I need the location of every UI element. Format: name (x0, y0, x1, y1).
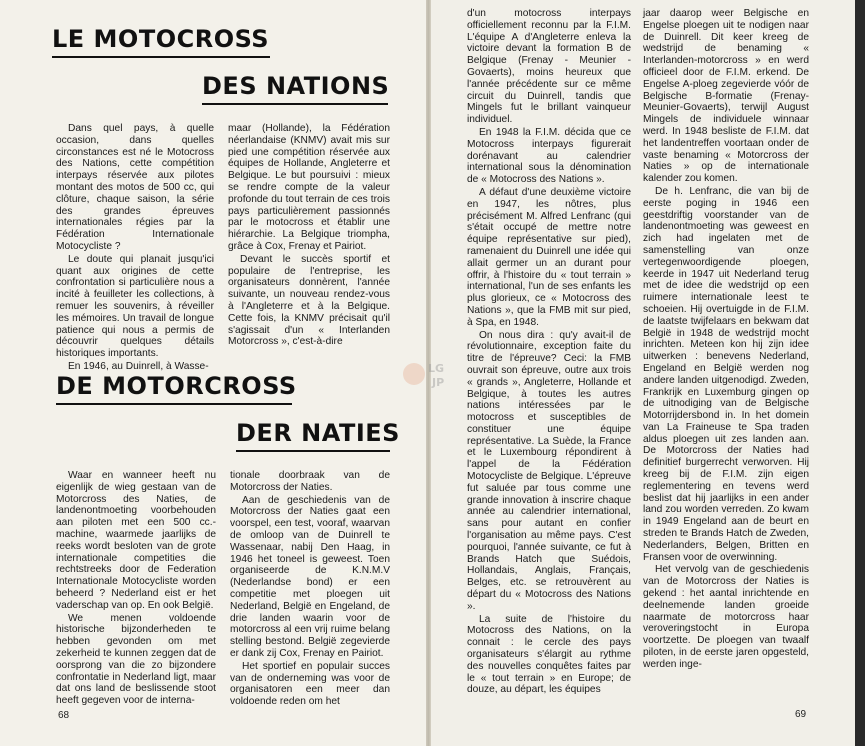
page-number-left: 68 (58, 710, 70, 721)
nl-col2-paragraph: Het sportief en populair succes van de onderneming was voor de organisatoren een meer dan voldoende reden om het (230, 660, 390, 708)
watermark-face-icon (403, 363, 425, 385)
fr-col1-paragraph: En 1946, au Duinrell, à Wasse- (68, 360, 209, 372)
right-col1-paragraph: En 1948 la F.I.M. décida que ce Motocross interpays figurerait dorénavant au calendrier international sous la dénomination de « Motocross des Nations ». (467, 126, 631, 186)
nl-col1-paragraph: Waar en wanneer heeft nu eigenlijk de wieg gestaan van de Motorcross des Naties, de landenontmoeting voorbehouden aan piloten met een 500 cc.-machine, waarmede jaarlijks de reeks wordt besloten van de grote internationale competities die rechtstreeks door de Federation Internationale Motocycliste worden beheerd ? Nederland eist er het vaderschap van op. En ook België. (56, 470, 216, 611)
left-page (0, 0, 426, 746)
watermark-text: LG (428, 362, 445, 375)
right-col1-paragraph: A défaut d'une deuxième victoire en 1947, les nôtres, plus précisément M. Alfred Lenfranc (qui s'était occupé de mettre notre équipe représentative sur pied), ramenaient du Duinrell une idée qui allait germer un an durant pour offrir, à l'histoire du « tout terrain » international, l'un de ses enfants les plus glorieux, ce « Motocross des Nations », que la FMB mit sur pied, à Spa, en 1948. (467, 186, 631, 328)
nl-col2-paragraph: Aan de geschiedenis van de Motorcross der Naties gaat een voorspel, een test, vooraf, waarvan de omloop van de Duinrell te Wassenaar, nabij Den Haag, in 1946 het toneel is geweest. Toen organiseerde de K.N.M.V (Nederlandse bond) er een competitie met ploegen uit Nederland, België en Engeland, de drie landen waarin voor de motorcross al een vrij ruime belang stelling bestond. België zegevierde er dank zij Cox, Frenay en Pairiot. (230, 494, 390, 659)
page-edge-shadow (855, 0, 865, 746)
right-column-2 (643, 8, 809, 700)
right-col2-paragraph: Het vervolg van de geschiedenis van de Motorcross der Naties is gekend : het aantal inrichtende en deelnemende landen groeide naarmate de motorcross haar veroveringstocht in Europa voortzette. De ploegen van twaalf piloten, in de eerste jaren opgesteld, werden inge- (643, 564, 809, 670)
fr-col2-paragraph: Devant le succès sportif et populaire de l'entreprise, les organisateurs donnèrent, l'année suivante, un nouveau rendez-vous à l'Angleterre et à la Belgique. Cette fois, la KNMV précisait qu'il s'agissait d'un « Interlanden Motorcross », c'est-à-dire (228, 253, 390, 348)
heading-fr-rule2 (202, 103, 388, 105)
watermark-stamp (402, 356, 464, 392)
fr-column-2 (228, 123, 390, 347)
fr-col1-paragraph: Le doute qui planait jusqu'ici quant aux origines de cette confrontation si particulière nous a incité à feuilleter les collections, à remuer les souvenirs, à réveiller les mémoires. Un travail de longue patience qui nous a permis de découvrir quelques détails historiques importants. (56, 253, 214, 360)
heading-nl-rule1 (56, 403, 292, 405)
heading-nl-line1: DE MOTORCROSS (56, 372, 297, 400)
page-number-right: 69 (795, 709, 807, 720)
heading-fr-rule1 (52, 56, 270, 58)
heading-fr-line1: LE MOTOCROSS (52, 25, 270, 53)
right-col1-paragraph: d'un motocross interpays officiellement reconnu par la F.I.M. L'équipe A d'Angleterre enleva la victoire devant la formation B de Belgique (Frenay - Meunier - Govaerts), moins heureux que l'année précédente sur ce même circuit du Duinrell, tandis que Mingels fut le brillant vainqueur individuel. (467, 8, 631, 126)
right-col2-paragraph: jaar daarop weer Belgische en Engelse ploegen uit te nodigen naar de Duinrell. Dit keer kreeg de wedstrijd de benaming « Interlanden-motorcross » en werd officieel door de F.I.M. erkend. De Engelse A-ploeg zegevierde vóór de Belgische B-formatie (Frenay-Meunier-Govaerts), terwijl August Mingels de individuele winnaar werd. In 1948 besliste de F.I.M. dat het landentreffen voortaan onder de vaste benaming « Motorcross der Naties » op de internationale kalender zou komen. (643, 8, 809, 185)
right-col1-paragraph: La suite de l'histoire du Motocross des Nations, on la connait : le cercle des pays organisateurs s'élargit au rythme des nouvelles conquêtes faites par le « tout terrain » en Europe; de douze, au départ, les équipes (467, 613, 631, 696)
heading-fr-line2: DES NATIONS (202, 72, 390, 100)
fr-col2-paragraph: maar (Hollande), la Fédération néerlandaise (KNMV) avait mis sur pied une compétition réservée aux équipes de Hollande, Angleterre et Belgique. Le but poursuivi : mieux se rendre compte de la valeur profonde du tout terrain de ces trois pays particulièrement passionnés par le motocross et établir une hiérarchie. La Belgique triompha, grâce à Cox, Frenay et Pairiot. (228, 123, 390, 252)
right-col1-paragraph: On nous dira : qu'y avait-il de révolutionnaire, exception faite du titre de l'épreuve? Ceci: la FMB ouvrait son épreuve, outre aux trois « grands », Angleterre, Hollande et Belgique, à toutes les autres nations intéressées par le motocross et susceptibles de constituer une équipe représentative. La Suède, la France et le Luxembourg répondirent à l'appel de la Fédération Motocycliste de Belgique. L'épreuve fut saluée par tous comme une grande innovation à inscrire chaque année au calendrier international, sans pour autant en confier l'organisation au même pays. C'est pourquoi, l'année suivante, ce fut à Brands Hatch que Suédois, Hollandais, Anglais, Français, Belges, etc. se retrouvèrent au départ du « Motocross des Nations ». (467, 329, 631, 612)
heading-nl-rule2 (236, 450, 390, 452)
right-page (431, 0, 855, 746)
right-col2-paragraph: De h. Lenfranc, die van bij de eerste poging in 1946 een geestdriftig voorstander van de landenontmoeting was geweest en zich had ingelaten met de samenstelling van onze vertegenwoordigende ploegen, keerde in 1947 uit Nederland terug met de idee die wedstrijd op een ruimere internationale leest te schoeien. Hij overtuigde in de F.I.M. de laatste twijfelaars en bekwam dat België in 1948 de wedstrijd mocht inrichten. Meteen kon hij zijn idee uitwerken : benevens Nederland, Engeland en België werden nog andere landen uitgenodigd. Zweden, Frankrijk en Luxemburg gingen op de uitnodiging van de Belgische Motorrijdersbond in. In het domein van La Fraineuse te Spa traden aldus ploegen uit zes landen aan. De Motorcross der Naties had definitief burgerrecht verworven. Hij kreeg bij de F.I.M. zijn eigen reglementering en tevens werd beslist dat hij jaarlijks in een ander land zou worden verreden. Zo kwam in 1949 Engeland aan de beurt en streden te Brands Hatch de Zweden, Nederlanders, Belgen, Britten en Fransen voor de overwinning. (643, 185, 809, 563)
nl-col2-paragraph: tionale doorbraak van de Motorcross der Naties. (230, 470, 390, 493)
fr-col1-paragraph: Dans quel pays, à quelle occasion, dans quelles circonstances est né le Motocross des Nations, cette compétition interpays réservée aux pilotes montant des motos de 500 cc, qui clôture, chaque saison, la série des grandes épreuves internationales régies par la Fédération Internationale Motocycliste ? (56, 123, 214, 252)
nl-column-2 (230, 470, 390, 708)
nl-col1-paragraph: We menen voldoende historische bijzonderheden te hebben gevonden om met zekerheid te kunnen zeggen dat de oorsprong van die zo bijzondere confrontatie in Nederland ligt, maar dat ons land de beslissende stoot heeft gegeven voor de interna- (56, 612, 216, 707)
watermark-text-2: JP (432, 376, 445, 389)
right-column-1 (467, 8, 631, 700)
nl-column-1 (56, 470, 216, 707)
fr-column-1 (56, 123, 214, 372)
heading-nl-line2: DER NATIES (236, 419, 400, 447)
